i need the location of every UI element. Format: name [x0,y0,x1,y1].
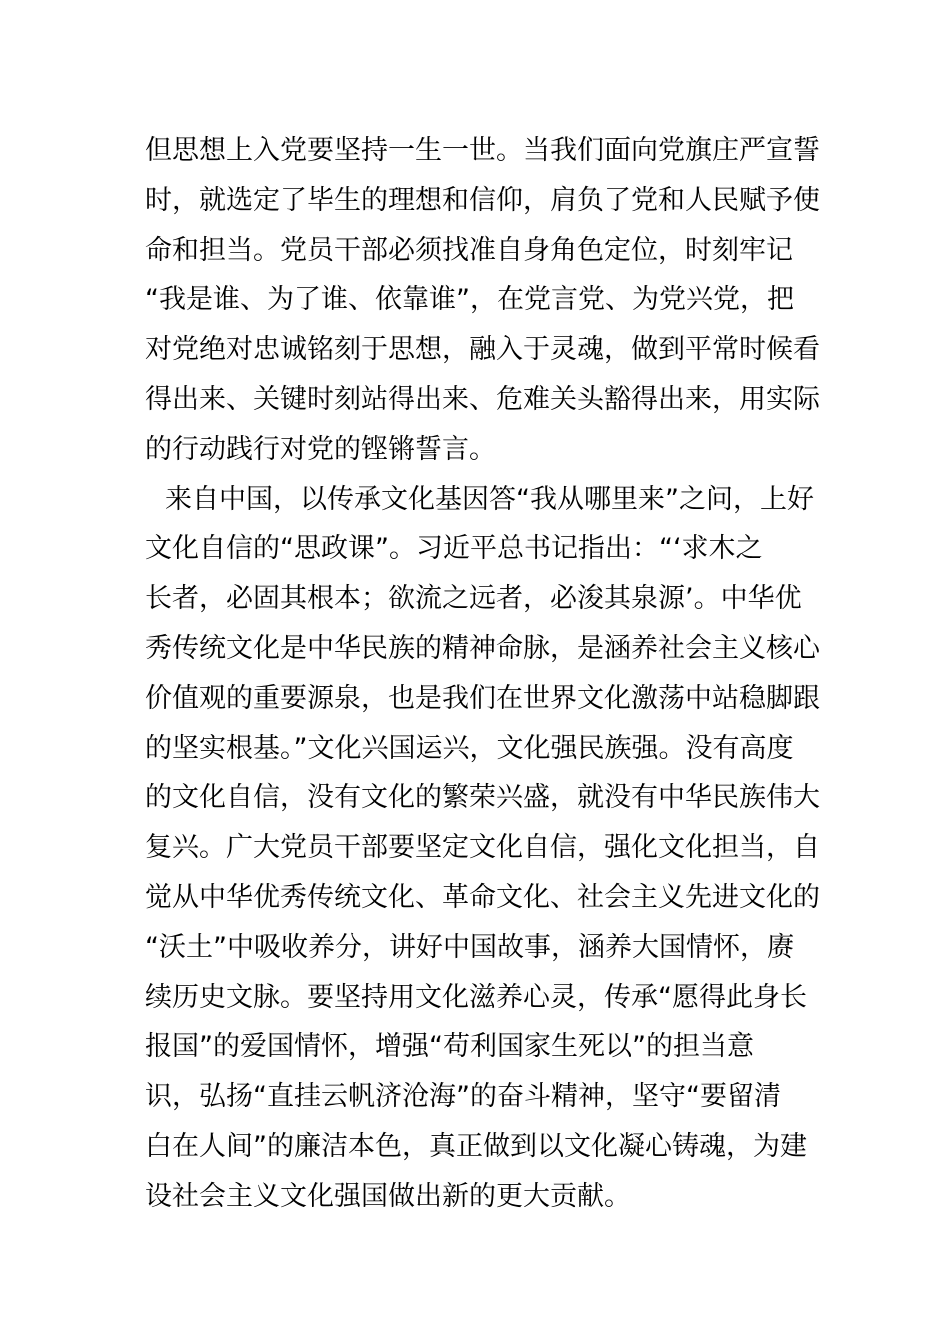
text-line: 但思想上入党要坚持一生一世。当我们面向党旗庄严宣誓 [145,135,820,166]
text-line: 得出来、关键时刻站得出来、危难关头豁得出来，用实际 [145,383,820,415]
text-line: 对党绝对忠诚铭刻于思想，融入于灵魂，做到平常时候看 [145,334,820,366]
text-line: 白在人间”的廉洁本色，真正做到以文化凝心铸魂，为建 [145,1130,807,1162]
text-line: “我是谁、为了谁、依靠谁”，在党言党、为党兴党，把 [145,284,794,316]
text-line: “沃土”中吸收养分，讲好中国故事，涵养大国情怀，赓 [145,931,794,963]
text-line: 续历史文脉。要坚持用文化滋养心灵，传承“愿得此身长 [145,981,807,1013]
text-line: 命和担当。党员干部必须找准自身角色定位，时刻牢记 [145,234,793,266]
body-text [145,126,820,1222]
text-line: 的文化自信，没有文化的繁荣兴盛，就没有中华民族伟大 [145,782,820,814]
text-line: 来自中国，以传承文化基因答“我从哪里来”之问，上好 [165,483,814,515]
text-line: 报国”的爱国情怀，增强“苟利国家生死以”的担当意 [145,1031,754,1063]
text-line: 秀传统文化是中华民族的精神命脉，是涵养社会主义核心 [145,632,820,664]
text-line: 识，弘扬“直挂云帆济沧海”的奋斗精神，坚守“要留清 [145,1081,781,1113]
text-line: 长者，必固其根本；欲流之远者，必浚其泉源’。中华优 [145,583,802,615]
paragraph-1 [145,126,820,475]
text-line: 文化自信的“思政课”。习近平总书记指出：“‘求木之 [145,533,763,565]
paragraph-2 [145,475,820,1222]
text-line: 的坚实根基。”文化兴国运兴，文化强民族强。没有高度 [145,732,794,764]
text-line: 的行动践行对党的铿锵誓言。 [145,433,496,465]
text-line: 价值观的重要源泉，也是我们在世界文化激荡中站稳脚跟 [145,682,820,714]
text-line: 复兴。广大党员干部要坚定文化自信，强化文化担当，自 [145,832,820,864]
text-line: 设社会主义文化强国做出新的更大贡献。 [145,1180,631,1212]
text-line: 时，就选定了毕生的理想和信仰，肩负了党和人民赋予使 [145,184,820,216]
text-line: 觉从中华优秀传统文化、革命文化、社会主义先进文化的 [145,881,820,913]
